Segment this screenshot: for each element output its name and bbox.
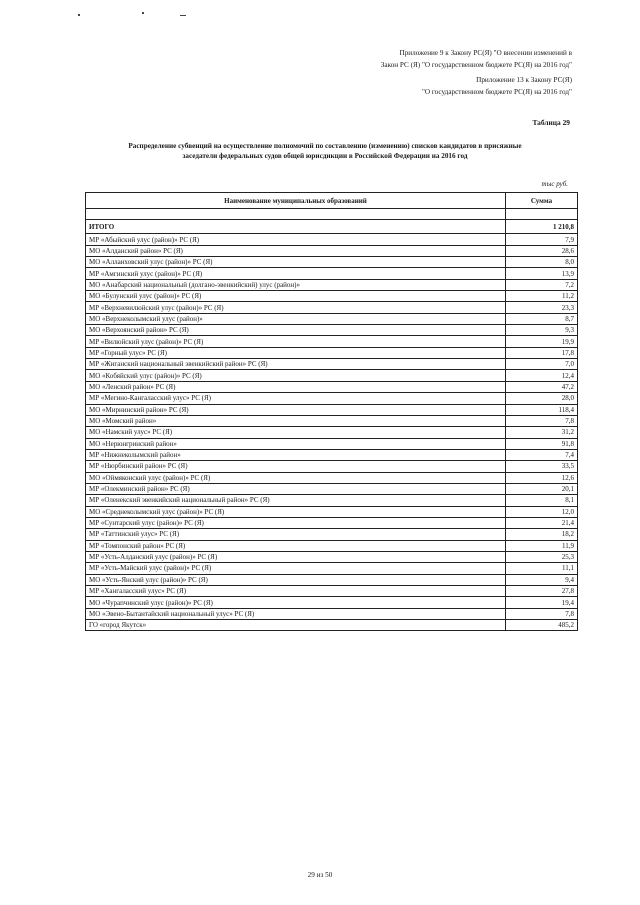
table-row xyxy=(86,529,578,540)
subsidy-amount: 7,4 xyxy=(506,449,578,460)
subsidy-amount: 31,2 xyxy=(506,427,578,438)
subsidy-amount: 19,9 xyxy=(506,336,578,347)
subsidy-amount: 25,3 xyxy=(506,551,578,562)
scan-speck xyxy=(180,15,186,16)
municipality-name: МР «Жиганский национальный эвенкийский район» РС (Я) xyxy=(86,359,506,370)
municipality-name: МО «Аллаиховский улус (район)» РС (Я) xyxy=(86,257,506,268)
subsidy-amount: 23,3 xyxy=(506,302,578,313)
subsidy-amount: 8,0 xyxy=(506,257,578,268)
subsidy-amount: 7,8 xyxy=(506,415,578,426)
table-row xyxy=(86,381,578,392)
municipality-name: МР «Нижнеколымский район» xyxy=(86,449,506,460)
subsidy-amount: 21,4 xyxy=(506,517,578,528)
subsidy-amount: 27,8 xyxy=(506,586,578,597)
subsidy-amount: 7,2 xyxy=(506,279,578,290)
appendix-line: Приложение 13 к Закону РС(Я) xyxy=(476,76,572,84)
municipality-name: МО «Булунский улус (район)» РС (Я) xyxy=(86,291,506,302)
municipality-name: МР «Верхневилюйский улус (район)» РС (Я) xyxy=(86,302,506,313)
municipality-name: МР «Хангаласский улус» РС (Я) xyxy=(86,586,506,597)
municipality-name: МО «Анабарский национальный (долгано-эвенкийский) улус (район)» xyxy=(86,279,506,290)
subsidy-amount: 9,4 xyxy=(506,574,578,585)
table-number: Таблица 29 xyxy=(532,118,570,127)
subsidy-amount: 13,9 xyxy=(506,268,578,279)
total-label: ИТОГО xyxy=(86,220,506,234)
table-row xyxy=(86,449,578,460)
subsidy-amount: 12,0 xyxy=(506,506,578,517)
municipality-name: МР «Усть-Алданский улус (район)» РС (Я) xyxy=(86,551,506,562)
subsidy-table xyxy=(85,192,578,631)
municipality-name: МО «Кобяйский улус (район)» РС (Я) xyxy=(86,370,506,381)
subsidy-amount: 12,4 xyxy=(506,370,578,381)
table-row xyxy=(86,586,578,597)
subsidy-amount: 11,9 xyxy=(506,540,578,551)
table-row xyxy=(86,279,578,290)
table-row xyxy=(86,325,578,336)
table-row xyxy=(86,574,578,585)
subsidy-amount: 28,0 xyxy=(506,393,578,404)
subsidy-amount: 20,1 xyxy=(506,483,578,494)
subsidy-amount: 19,4 xyxy=(506,597,578,608)
municipality-name: ГО «город Якутск» xyxy=(86,620,506,631)
subsidy-amount: 7,0 xyxy=(506,359,578,370)
total-row xyxy=(86,220,578,234)
municipality-name: МР «Томпонский район» РС (Я) xyxy=(86,540,506,551)
appendix-13-note xyxy=(422,75,572,98)
municipality-name: МР «Вилюйский улус (район)» РС (Я) xyxy=(86,336,506,347)
table-row xyxy=(86,370,578,381)
municipality-name: МО «Момский район» xyxy=(86,415,506,426)
table-row xyxy=(86,620,578,631)
appendix-line: Закон РС (Я) "О государственном бюджете РС(Я) на 2016 год" xyxy=(380,60,572,69)
table-row xyxy=(86,495,578,506)
municipality-name: МР «Таттинский улус» РС (Я) xyxy=(86,529,506,540)
column-header-name: Наименование муниципальных образований xyxy=(86,193,506,209)
subsidy-amount: 33,5 xyxy=(506,461,578,472)
municipality-name: МО «Алданский район» РС (Я) xyxy=(86,245,506,256)
table-row xyxy=(86,336,578,347)
municipality-name: МР «Абыйский улус (район)» РС (Я) xyxy=(86,234,506,245)
table-row xyxy=(86,245,578,256)
table-row xyxy=(86,302,578,313)
municipality-name: МО «Среднеколымский улус (район)» РС (Я) xyxy=(86,506,506,517)
municipality-name: МР «Нюрбинский район» РС (Я) xyxy=(86,461,506,472)
title-line: заседатели федеральных судов общей юрисдикции в Российской Федерации на 2016 год xyxy=(182,152,468,160)
municipality-name: МО «Усть-Янский улус (район)» РС (Я) xyxy=(86,574,506,585)
scan-speck xyxy=(78,14,80,16)
spacer-row xyxy=(86,209,578,220)
subsidy-amount: 118,4 xyxy=(506,404,578,415)
subsidy-amount: 11,2 xyxy=(506,291,578,302)
table-row xyxy=(86,393,578,404)
subsidy-amount: 12,6 xyxy=(506,472,578,483)
table-row xyxy=(86,472,578,483)
table-row xyxy=(86,551,578,562)
subsidy-amount: 8,7 xyxy=(506,313,578,324)
municipality-name: МР «Оленекский эвенкийский национальный район» РС (Я) xyxy=(86,495,506,506)
table-row xyxy=(86,347,578,358)
table-row xyxy=(86,427,578,438)
subsidy-amount: 28,6 xyxy=(506,245,578,256)
appendix-line: "О государственном бюджете РС(Я) на 2016 год" xyxy=(421,87,572,96)
table-body xyxy=(86,209,578,631)
municipality-name: МР «Сунтарский улус (район)» РС (Я) xyxy=(86,517,506,528)
table-row xyxy=(86,483,578,494)
municipality-name: МО «Ленский район» РС (Я) xyxy=(86,381,506,392)
municipality-name: МО «Мирнинский район» РС (Я) xyxy=(86,404,506,415)
table-row xyxy=(86,461,578,472)
table-row xyxy=(86,359,578,370)
municipality-name: МО «Намский улус» РС (Я) xyxy=(86,427,506,438)
table-row xyxy=(86,517,578,528)
subsidy-amount: 7,9 xyxy=(506,234,578,245)
subsidy-amount: 91,8 xyxy=(506,438,578,449)
table-row xyxy=(86,506,578,517)
page-number: 29 из 50 xyxy=(307,871,333,879)
table-row xyxy=(86,404,578,415)
table-row xyxy=(86,608,578,619)
table-row xyxy=(86,291,578,302)
table-row xyxy=(86,234,578,245)
municipality-name: МР «Олекминский район» РС (Я) xyxy=(86,483,506,494)
appendix-line: Приложение 9 к Закону РС(Я) "О внесении изменений в xyxy=(399,49,572,57)
document-title xyxy=(80,141,570,161)
subsidy-amount: 11,1 xyxy=(506,563,578,574)
municipality-name: МР «Усть-Майский улус (район)» РС (Я) xyxy=(86,563,506,574)
municipality-name: МО «Нерюнгринский район» xyxy=(86,438,506,449)
column-header-sum: Сумма xyxy=(506,193,578,209)
table-row xyxy=(86,438,578,449)
table-row xyxy=(86,540,578,551)
municipality-name: МР «Амгинский улус (район)» РС (Я) xyxy=(86,268,506,279)
table-row xyxy=(86,563,578,574)
units-label: тыс руб. xyxy=(541,180,568,188)
municipality-name: МО «Оймяконский улус (район)» РС (Я) xyxy=(86,472,506,483)
municipality-name: МО «Эвено-Бытантайский национальный улус» РС (Я) xyxy=(86,608,506,619)
table-row xyxy=(86,268,578,279)
municipality-name: МР «Мегино-Кангаласский улус» РС (Я) xyxy=(86,393,506,404)
subsidy-amount: 8,1 xyxy=(506,495,578,506)
municipality-name: МО «Чурапчинский улус (район)» РС (Я) xyxy=(86,597,506,608)
subsidy-amount: 7,8 xyxy=(506,608,578,619)
title-line: Распределение субвенций на осуществление полномочий по составлению (изменению) списков кандидатов в присяжные xyxy=(128,142,522,150)
table-row xyxy=(86,597,578,608)
municipality-name: МО «Верхоянский район» РС (Я) xyxy=(86,325,506,336)
municipality-name: МР «Горный улус» РС (Я) xyxy=(86,347,506,358)
subsidy-amount: 47,2 xyxy=(506,381,578,392)
table-row xyxy=(86,313,578,324)
table-header-row xyxy=(86,193,578,209)
subsidy-amount: 18,2 xyxy=(506,529,578,540)
subsidy-amount: 17,8 xyxy=(506,347,578,358)
appendix-9-note xyxy=(381,48,572,71)
municipality-name: МО «Верхнеколымский улус (район)» xyxy=(86,313,506,324)
table-row xyxy=(86,415,578,426)
table-row xyxy=(86,257,578,268)
subsidy-amount: 485,2 xyxy=(506,620,578,631)
scan-speck xyxy=(142,12,144,14)
subsidy-amount: 9,3 xyxy=(506,325,578,336)
total-value: 1 210,8 xyxy=(506,220,578,234)
